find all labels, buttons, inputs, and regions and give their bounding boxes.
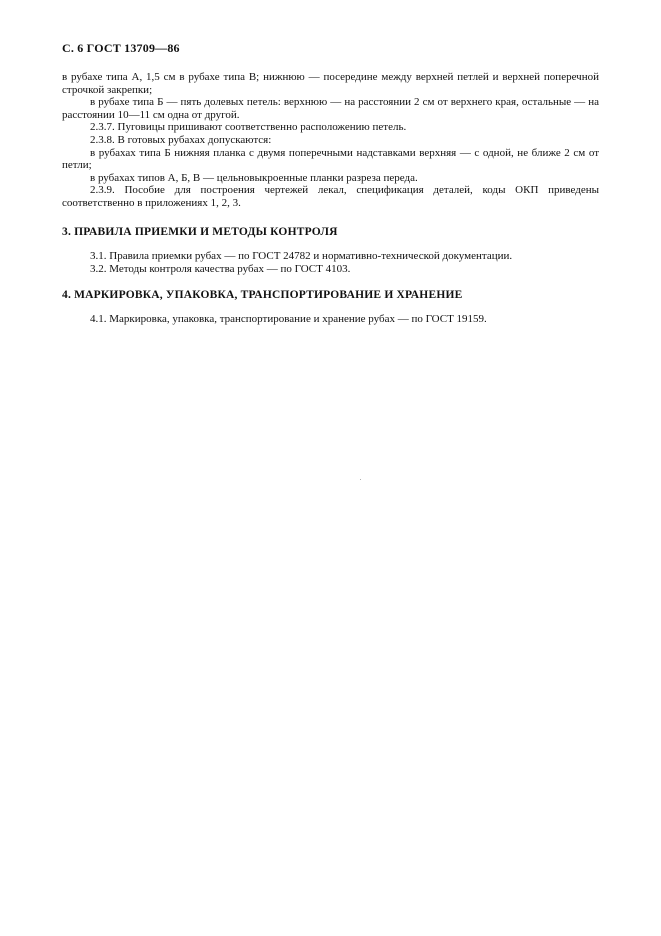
clause-2-3-8: 2.3.8. В готовых рубахах допускаются: xyxy=(90,133,272,146)
clause-3-1: 3.1. Правила приемки рубах — по ГОСТ 24782 и нормативно-технической документации. xyxy=(90,250,513,263)
scan-speck xyxy=(360,479,361,480)
paragraph-buttonholes-type-a-v: в рубахе типа А, 1,5 см в рубахе типа В; нижнюю — посередине между верхней петлей и верхней поперечной строчкой закрепки; xyxy=(62,71,599,96)
page-header: С. 6 ГОСТ 13709—86 xyxy=(62,41,180,55)
clause-3-2: 3.2. Методы контроля качества рубах — по ГОСТ 4103. xyxy=(90,262,351,275)
clause-2-3-7: 2.3.7. Пуговицы пришивают соответственно расположению петель. xyxy=(90,121,407,134)
section-3-title: 3. ПРАВИЛА ПРИЕМКИ И МЕТОДЫ КОНТРОЛЯ xyxy=(62,225,338,238)
clause-2-3-9: 2.3.9. Пособие для построения чертежей лекал, спецификация деталей, коды ОКП приведены соответственно в приложениях 1, 2, 3. xyxy=(62,184,599,209)
paragraph-allowed-type-b: в рубахах типа Б нижняя планка с двумя поперечными надставками верхняя — с одной, не ближе 2 см от петли; xyxy=(62,146,599,172)
paragraph-allowed-types-abv: в рубахах типов А, Б, В — цельновыкроенные планки разреза переда. xyxy=(90,171,418,184)
clause-4-1: 4.1. Маркировка, упаковка, транспортирование и хранение рубах — по ГОСТ 19159. xyxy=(90,312,487,325)
paragraph-buttonholes-type-b: в рубахе типа Б — пять долевых петель: верхнюю — на расстоянии 2 см от верхнего края, остальные — на расстоянии 10—11 см одна от другой. xyxy=(62,96,599,121)
section-4-title: 4. МАРКИРОВКА, УПАКОВКА, ТРАНСПОРТИРОВАНИЕ И ХРАНЕНИЕ xyxy=(62,289,463,302)
document-body xyxy=(62,71,599,326)
